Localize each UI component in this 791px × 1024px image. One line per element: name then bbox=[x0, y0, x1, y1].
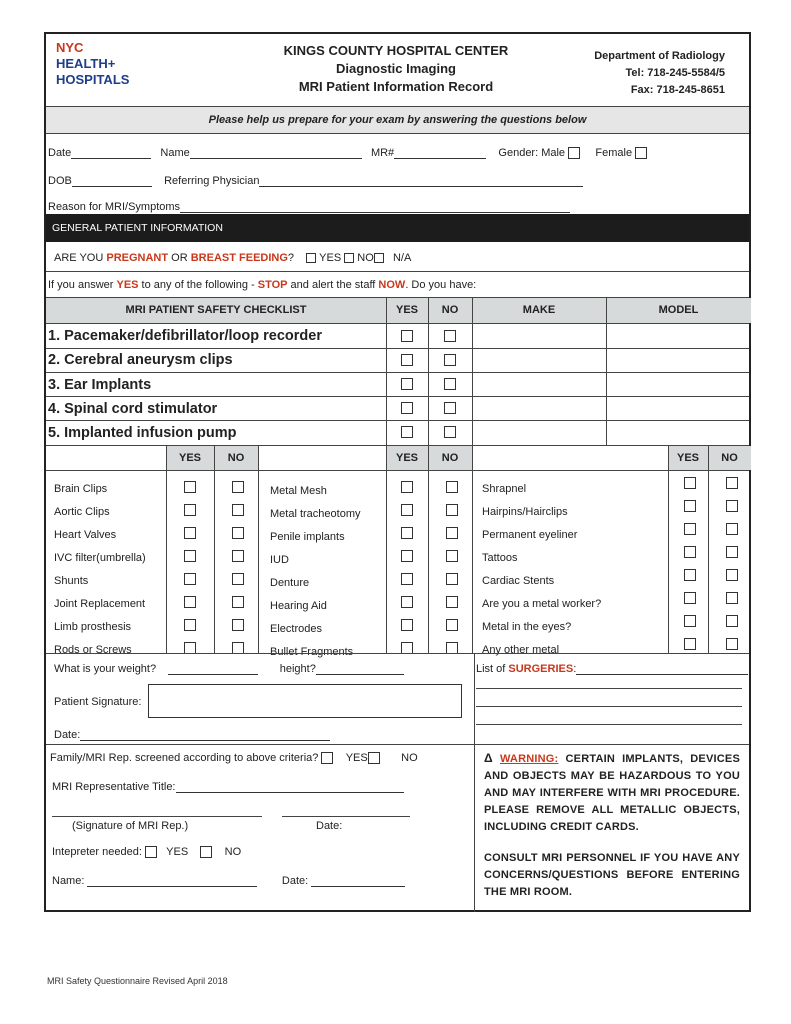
patient-signature-label: Patient Signature: bbox=[54, 696, 142, 708]
surgeries-line[interactable] bbox=[476, 706, 742, 707]
grid-yes-header: YES bbox=[166, 446, 214, 470]
divider bbox=[46, 396, 749, 397]
grid-item: Shunts bbox=[54, 575, 89, 587]
screening-question: Family/MRI Rep. screened according to above criteria? bbox=[50, 752, 319, 764]
divider bbox=[386, 446, 387, 654]
department: Department of Radiology bbox=[594, 50, 725, 62]
yes-checkbox[interactable] bbox=[401, 596, 413, 608]
yes-checkbox[interactable] bbox=[401, 481, 413, 493]
interpreter-row bbox=[52, 846, 241, 858]
interpreter-yes-label: YES bbox=[166, 846, 189, 858]
checklist-item: 5. Implanted infusion pump bbox=[48, 425, 237, 441]
pregnant-no-label: NO bbox=[357, 252, 374, 264]
no-checkbox[interactable] bbox=[726, 546, 738, 558]
name-label: Name bbox=[160, 146, 190, 159]
warning-title: WARNING: bbox=[499, 753, 559, 765]
grid-item: Hairpins/Hairclips bbox=[482, 506, 568, 518]
weight-field[interactable] bbox=[168, 662, 258, 675]
grid-item: Heart Valves bbox=[54, 529, 117, 541]
telephone: Tel: 718-245-5584/5 bbox=[625, 67, 725, 79]
yes-checkbox[interactable] bbox=[401, 354, 413, 366]
no-checkbox[interactable] bbox=[446, 619, 458, 631]
interpreter-label: Intepreter needed: bbox=[52, 846, 142, 858]
rep-signature-line[interactable] bbox=[52, 816, 262, 817]
grid-col1-labels bbox=[54, 478, 146, 662]
org-logo bbox=[56, 40, 129, 88]
date-label: Date bbox=[48, 146, 72, 159]
surgeries-prefix: List of bbox=[476, 663, 509, 675]
pregnant-qmark: ? bbox=[287, 252, 295, 264]
checklist-no-header: NO bbox=[428, 298, 472, 323]
no-checkbox[interactable] bbox=[446, 550, 458, 562]
grid-item: Any other metal bbox=[482, 644, 560, 656]
interpreter-no-label: NO bbox=[224, 846, 242, 858]
grid-item: Joint Replacement bbox=[54, 598, 146, 610]
divider bbox=[46, 653, 749, 654]
demographics-row-3 bbox=[48, 200, 570, 213]
breastfeeding-word: BREAST FEEDING bbox=[190, 252, 288, 264]
female-checkbox[interactable] bbox=[635, 147, 647, 159]
height-field[interactable] bbox=[316, 662, 404, 675]
divider bbox=[46, 470, 749, 471]
grid-item: Are you a metal worker? bbox=[482, 598, 602, 610]
yes-checkbox[interactable] bbox=[184, 504, 196, 516]
pregnant-yes-label: YES bbox=[319, 252, 342, 264]
no-checkbox[interactable] bbox=[446, 527, 458, 539]
surgeries-row bbox=[476, 662, 748, 675]
yes-checkbox[interactable] bbox=[401, 504, 413, 516]
screened-yes-label: YES bbox=[345, 752, 368, 764]
yes-checkbox[interactable] bbox=[184, 573, 196, 585]
no-checkbox[interactable] bbox=[444, 354, 456, 366]
no-checkbox[interactable] bbox=[726, 592, 738, 604]
grid-item: Brain Clips bbox=[54, 483, 108, 495]
no-checkbox[interactable] bbox=[726, 477, 738, 489]
stop-text-1: If you answer bbox=[48, 279, 117, 291]
grid-no-header: NO bbox=[428, 446, 472, 470]
surgeries-line[interactable] bbox=[476, 724, 742, 725]
screened-yes-checkbox[interactable] bbox=[321, 752, 333, 764]
reason-label: Reason for MRI/Symptoms bbox=[48, 201, 181, 213]
interpreter-name-label: Name: bbox=[52, 875, 85, 887]
rep-date-line[interactable] bbox=[282, 816, 410, 817]
no-checkbox[interactable] bbox=[444, 402, 456, 414]
grid-item: Limb prosthesis bbox=[54, 621, 132, 633]
yes-checkbox[interactable] bbox=[401, 619, 413, 631]
no-checkbox[interactable] bbox=[232, 550, 244, 562]
stop-text-2: to any of the following - bbox=[138, 279, 258, 291]
yes-checkbox[interactable] bbox=[184, 550, 196, 562]
dob-field[interactable] bbox=[72, 174, 152, 187]
divider bbox=[428, 446, 429, 654]
yes-checkbox[interactable] bbox=[401, 573, 413, 585]
yes-checkbox[interactable] bbox=[401, 426, 413, 438]
pregnant-or: OR bbox=[168, 252, 191, 264]
yes-checkbox[interactable] bbox=[684, 592, 696, 604]
pregnant-na-label: N/A bbox=[392, 252, 412, 264]
divider bbox=[46, 271, 749, 272]
yes-checkbox[interactable] bbox=[401, 330, 413, 342]
date-field[interactable] bbox=[71, 146, 151, 159]
checklist-yes-header: YES bbox=[386, 298, 428, 323]
no-checkbox[interactable] bbox=[232, 527, 244, 539]
pregnancy-question bbox=[54, 252, 411, 264]
checklist-header: MRI PATIENT SAFETY CHECKLIST bbox=[46, 298, 386, 323]
divider bbox=[428, 298, 429, 445]
divider bbox=[46, 323, 749, 324]
rep-signature-label: (Signature of MRI Rep.) bbox=[72, 820, 189, 832]
grid-item: Cardiac Stents bbox=[482, 575, 555, 587]
yes-checkbox[interactable] bbox=[401, 402, 413, 414]
referring-label: Referring Physician bbox=[164, 175, 260, 187]
yes-checkbox[interactable] bbox=[184, 481, 196, 493]
grid-no-header: NO bbox=[214, 446, 258, 470]
divider bbox=[386, 298, 387, 445]
grid-col3-no bbox=[726, 477, 738, 650]
no-checkbox[interactable] bbox=[446, 504, 458, 516]
patient-date-row bbox=[54, 728, 330, 741]
fax: Fax: 718-245-8651 bbox=[630, 84, 725, 96]
referring-field[interactable] bbox=[259, 174, 583, 187]
checklist-yes-col bbox=[401, 330, 413, 438]
surgeries-line[interactable] bbox=[476, 688, 742, 689]
form-frame bbox=[44, 32, 751, 912]
checklist-item: 3. Ear Implants bbox=[48, 377, 152, 393]
form-title-block bbox=[226, 42, 566, 96]
name-field[interactable] bbox=[190, 146, 362, 159]
surgeries-word: SURGERIES bbox=[508, 663, 574, 675]
grid-col2-yes bbox=[401, 481, 413, 654]
grid-item: Shrapnel bbox=[482, 483, 527, 495]
patient-signature-box[interactable] bbox=[148, 684, 462, 718]
grid-item: Tattoos bbox=[482, 552, 518, 564]
model-header: MODEL bbox=[606, 298, 751, 323]
no-checkbox[interactable] bbox=[726, 615, 738, 627]
grid-item: Metal tracheotomy bbox=[270, 508, 361, 520]
divider bbox=[472, 446, 473, 654]
no-checkbox[interactable] bbox=[232, 619, 244, 631]
logo-hospitals: HOSPITALS bbox=[56, 72, 130, 87]
now-word: NOW bbox=[378, 279, 406, 291]
logo-health: HEALTH+ bbox=[56, 56, 116, 71]
stop-yes-word: YES bbox=[116, 279, 139, 291]
no-checkbox[interactable] bbox=[444, 426, 456, 438]
yes-checkbox[interactable] bbox=[184, 596, 196, 608]
grid-yes-header: YES bbox=[668, 446, 708, 470]
checklist-item: 4. Spinal cord stimulator bbox=[48, 401, 218, 417]
grid-no-header: NO bbox=[708, 446, 751, 470]
yes-checkbox[interactable] bbox=[401, 378, 413, 390]
yes-checkbox[interactable] bbox=[684, 569, 696, 581]
screening-row bbox=[50, 752, 418, 764]
interpreter-name-row bbox=[52, 874, 405, 887]
yes-checkbox[interactable] bbox=[401, 527, 413, 539]
interpreter-name-field[interactable] bbox=[87, 874, 257, 887]
grid-item: Hearing Aid bbox=[270, 600, 327, 612]
grid-col3-labels bbox=[482, 478, 601, 662]
divider bbox=[708, 446, 709, 654]
demographics-row-2 bbox=[48, 174, 583, 187]
no-checkbox[interactable] bbox=[446, 481, 458, 493]
yes-checkbox[interactable] bbox=[184, 619, 196, 631]
surgeries-field[interactable] bbox=[576, 662, 748, 675]
instructions-banner: Please help us prepare for your exam by answering the questions below bbox=[46, 106, 749, 134]
contact-block bbox=[594, 48, 725, 99]
rep-title-label: MRI Representative Title: bbox=[52, 781, 176, 793]
make-header: MAKE bbox=[472, 298, 606, 323]
grid-item: Aortic Clips bbox=[54, 506, 110, 518]
divider bbox=[258, 446, 259, 654]
stop-text-3: and alert the staff bbox=[287, 279, 379, 291]
mr-label: MR# bbox=[370, 146, 395, 159]
consult-text: CONSULT MRI PERSONNEL IF YOU HAVE ANY CONCERNS/QUESTIONS BEFORE ENTERING THE MRI ROOM. bbox=[484, 852, 740, 898]
yes-checkbox[interactable] bbox=[401, 550, 413, 562]
divider bbox=[474, 744, 475, 912]
reason-field[interactable] bbox=[180, 200, 570, 213]
stop-text-4: . Do you have: bbox=[405, 279, 477, 291]
grid-item: Metal Mesh bbox=[270, 485, 327, 497]
no-checkbox[interactable] bbox=[726, 638, 738, 650]
female-label: Female bbox=[595, 146, 633, 159]
divider bbox=[46, 372, 749, 373]
gender-label: Gender: Male bbox=[498, 146, 566, 159]
general-info-band: GENERAL PATIENT INFORMATION bbox=[46, 214, 749, 242]
mr-field[interactable] bbox=[394, 146, 486, 159]
grid-yes-header: YES bbox=[386, 446, 428, 470]
divider bbox=[606, 298, 607, 445]
checklist-item: 2. Cerebral aneurysm clips bbox=[48, 352, 233, 368]
no-checkbox[interactable] bbox=[726, 569, 738, 581]
divider bbox=[668, 446, 669, 654]
no-checkbox[interactable] bbox=[446, 596, 458, 608]
yes-checkbox[interactable] bbox=[684, 500, 696, 512]
grid-item: IUD bbox=[270, 554, 289, 566]
stop-instruction bbox=[48, 279, 476, 291]
yes-checkbox[interactable] bbox=[684, 546, 696, 558]
rep-date-label: Date: bbox=[316, 820, 343, 832]
divider bbox=[166, 446, 167, 654]
pregnant-na-checkbox[interactable] bbox=[374, 253, 384, 263]
checklist-item: 1. Pacemaker/defibrillator/loop recorder bbox=[48, 328, 322, 344]
yes-checkbox[interactable] bbox=[684, 615, 696, 627]
stop-word: STOP bbox=[257, 279, 288, 291]
patient-date-field[interactable] bbox=[80, 728, 330, 741]
grid-item: Permanent eyeliner bbox=[482, 529, 578, 541]
no-checkbox[interactable] bbox=[444, 330, 456, 342]
grid-item: Electrodes bbox=[270, 623, 322, 635]
grid-item: Rods or Screws bbox=[54, 644, 132, 656]
no-checkbox[interactable] bbox=[232, 573, 244, 585]
pregnant-word: PREGNANT bbox=[106, 252, 169, 264]
pregnant-no-checkbox[interactable] bbox=[344, 253, 354, 263]
no-checkbox[interactable] bbox=[232, 504, 244, 516]
divider bbox=[46, 348, 749, 349]
dob-label: DOB bbox=[48, 175, 72, 187]
logo-nyc: NYC bbox=[56, 40, 84, 55]
no-checkbox[interactable] bbox=[232, 596, 244, 608]
interpreter-date-label: Date: bbox=[281, 875, 309, 887]
rep-title-row bbox=[52, 780, 404, 793]
no-checkbox[interactable] bbox=[232, 481, 244, 493]
divider bbox=[46, 744, 749, 745]
no-checkbox[interactable] bbox=[446, 573, 458, 585]
grid-item: Bullet Fragments bbox=[270, 646, 354, 658]
height-label: height? bbox=[279, 663, 316, 675]
pregnant-yes-checkbox[interactable] bbox=[306, 253, 316, 263]
yes-checkbox[interactable] bbox=[684, 477, 696, 489]
screened-no-label: NO bbox=[401, 752, 418, 764]
grid-col3-yes bbox=[684, 477, 696, 650]
checklist-no-col bbox=[444, 330, 456, 438]
divider bbox=[474, 653, 475, 750]
divider bbox=[472, 298, 473, 445]
interpreter-date-field[interactable] bbox=[311, 874, 405, 887]
no-checkbox[interactable] bbox=[726, 500, 738, 512]
grid-col1-yes bbox=[184, 481, 196, 654]
interpreter-yes-checkbox[interactable] bbox=[145, 846, 157, 858]
patient-date-label: Date: bbox=[54, 729, 81, 741]
yes-checkbox[interactable] bbox=[184, 527, 196, 539]
interpreter-no-checkbox[interactable] bbox=[200, 846, 212, 858]
warning-block bbox=[484, 750, 740, 836]
divider bbox=[46, 420, 749, 421]
grid-col2-no bbox=[446, 481, 458, 654]
hospital-name: KINGS COUNTY HOSPITAL CENTER bbox=[283, 43, 509, 58]
grid-item: Denture bbox=[270, 577, 310, 589]
yes-checkbox[interactable] bbox=[684, 638, 696, 650]
male-checkbox[interactable] bbox=[568, 147, 580, 159]
weight-label: What is your weight? bbox=[54, 663, 157, 675]
grid-item: IVC filter(umbrella) bbox=[54, 552, 146, 564]
record-title: MRI Patient Information Record bbox=[298, 79, 494, 94]
footer-revision: MRI Safety Questionnaire Revised April 2018 bbox=[47, 976, 228, 986]
surgeries-colon: : bbox=[573, 663, 577, 675]
pregnant-prefix: ARE YOU bbox=[54, 252, 107, 264]
divider bbox=[214, 446, 215, 654]
grid-item: Metal in the eyes? bbox=[482, 621, 572, 633]
no-checkbox[interactable] bbox=[726, 523, 738, 535]
grid-col2-labels bbox=[270, 480, 360, 664]
warning-icon: Δ bbox=[484, 751, 493, 765]
demographics-row-1 bbox=[48, 146, 647, 159]
weight-row bbox=[54, 662, 404, 675]
warning-text: CERTAIN IMPLANTS, DEVICES AND OBJECTS MAY BE HAZARDOUS TO YOU AND MAY INTERFERE WITH MRI PROCEDURE. PLEASE REMOVE ALL METALLIC OBJECTS, INCLUDING CREDIT CARDS. bbox=[484, 753, 740, 833]
no-checkbox[interactable] bbox=[444, 378, 456, 390]
screened-no-checkbox[interactable] bbox=[368, 752, 380, 764]
grid-item: Penile implants bbox=[270, 531, 345, 543]
rep-title-field[interactable] bbox=[176, 780, 404, 793]
yes-checkbox[interactable] bbox=[684, 523, 696, 535]
dept-subtitle: Diagnostic Imaging bbox=[336, 61, 456, 76]
grid-col1-no bbox=[232, 481, 244, 654]
